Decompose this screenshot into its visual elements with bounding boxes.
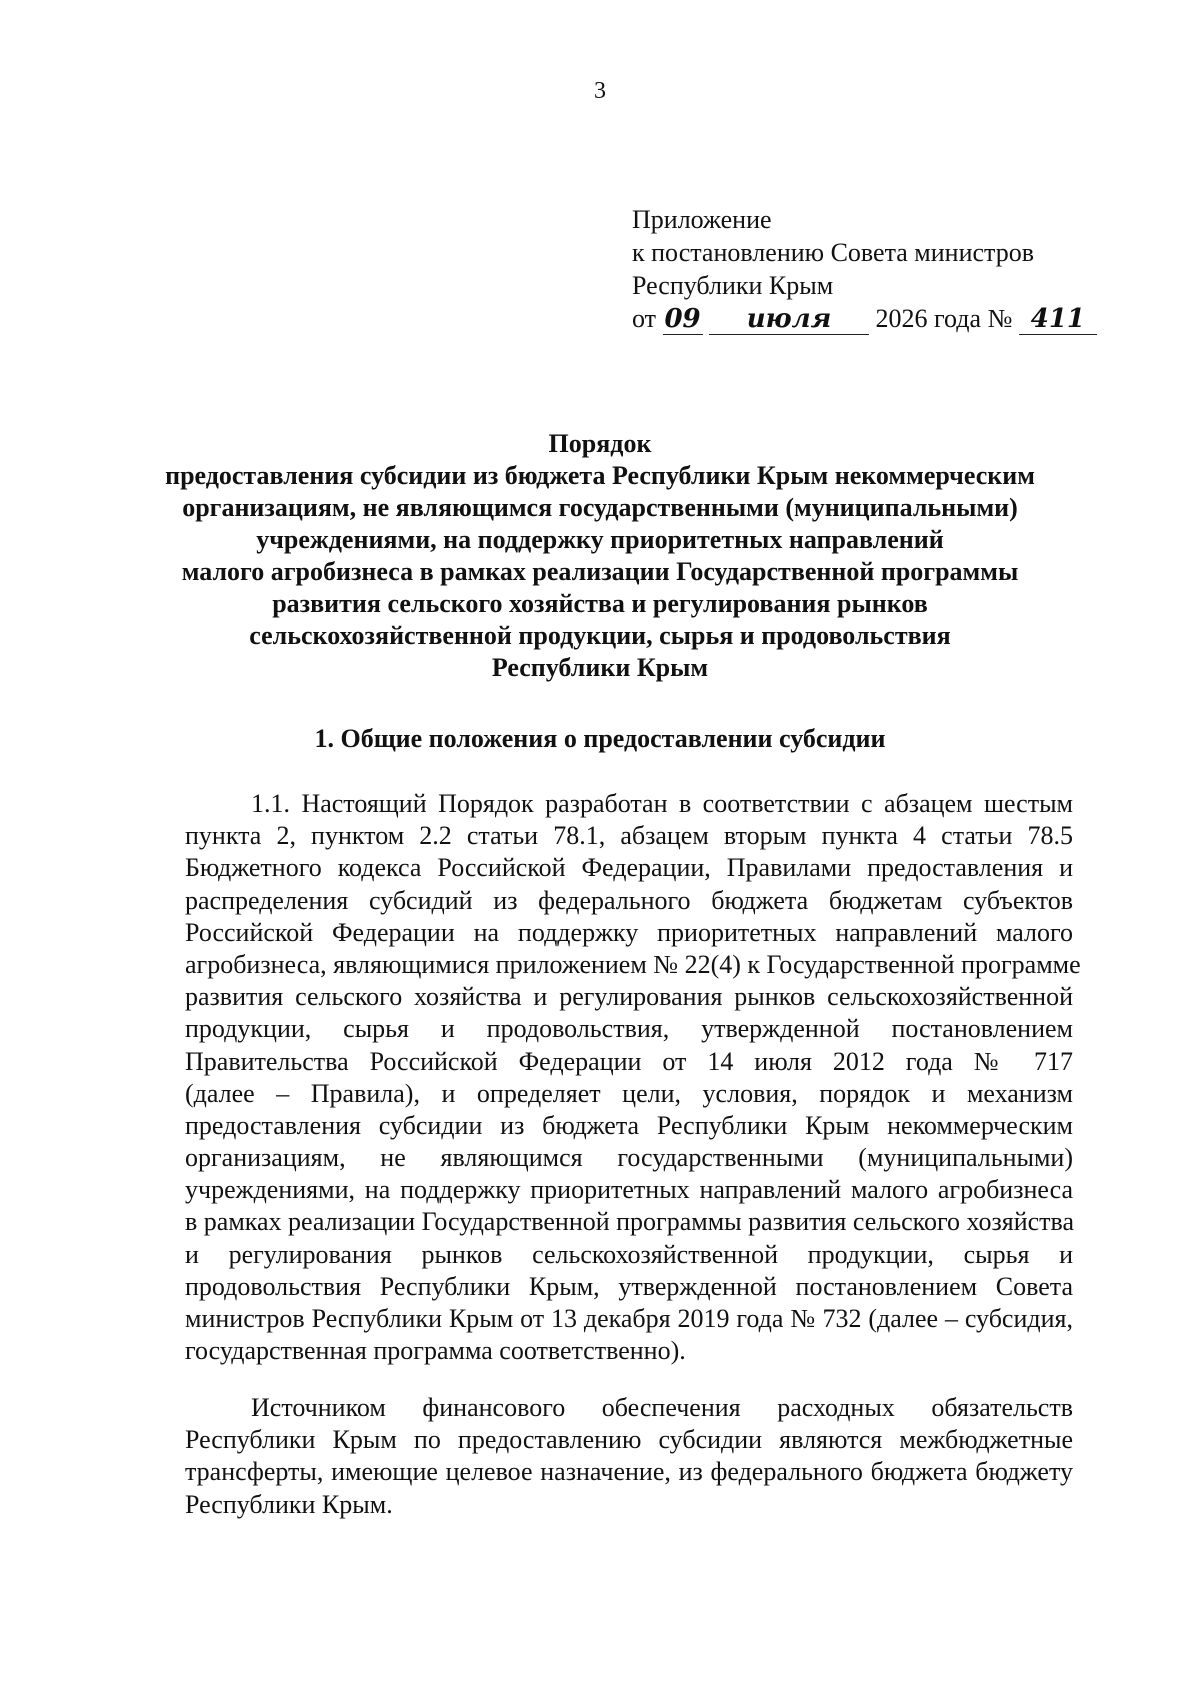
paragraph-line: 1.1. Настоящий Порядок разработан в соответствии с абзацем шестым bbox=[251, 789, 1073, 818]
page-number: 3 bbox=[594, 78, 606, 104]
title-line: учреждениями, на поддержку приоритетных направлений bbox=[256, 525, 944, 554]
paragraph-line: распределения субсидий из федерального бюджета бюджетам субъектов bbox=[185, 885, 1073, 915]
date-prefix: от bbox=[632, 304, 657, 333]
paragraph-line: продукции, сырья и продовольствия, утвержденной постановлением bbox=[185, 1014, 1073, 1044]
title-line: сельскохозяйственной продукции, сырья и продовольствия bbox=[249, 621, 951, 650]
title-line: предоставления субсидии из бюджета Республики Крым некоммерческим bbox=[165, 461, 1035, 490]
handwritten-day: 09 bbox=[664, 304, 701, 334]
paragraph-line: Российской Федерации на поддержку приоритетных направлений малого bbox=[185, 917, 1073, 947]
paragraph-line: государственная программа соответственно). bbox=[185, 1336, 686, 1366]
paragraph-line: предоставления субсидии из бюджета Республики Крым некоммерческим bbox=[185, 1110, 1073, 1140]
appendix-label: Приложение bbox=[632, 205, 772, 234]
paragraph-line: Правительства Российской Федерации от 14 июля 2012 года № 717 bbox=[185, 1046, 1073, 1076]
title-line: развития сельского хозяйства и регулирования рынков bbox=[272, 589, 928, 618]
appendix-date-line bbox=[632, 302, 1097, 335]
paragraph-line: министров Республики Крым от 13 декабря 2019 года № 732 (далее – субсидия, bbox=[185, 1304, 1073, 1333]
paragraph-line: Республики Крым по предоставлению субсидии являются межбюджетные bbox=[185, 1425, 1073, 1455]
paragraph-line: трансферты, имеющие целевое назначение, из федерального бюджета бюджету bbox=[185, 1457, 1073, 1487]
paragraph-line: (далее – Правила), и определяет цели, условия, порядок и механизм bbox=[185, 1078, 1073, 1108]
paragraph-line: агробизнеса, являющимися приложением № 22(4) к Государственной программе bbox=[185, 949, 1081, 979]
title-line: Порядок bbox=[548, 429, 652, 458]
paragraph-line: Источником финансового обеспечения расходных обязательств bbox=[251, 1393, 1073, 1422]
appendix-republic: Республики Крым bbox=[632, 271, 834, 300]
date-year-text: 2026 года № bbox=[875, 304, 1013, 333]
document-title bbox=[150, 428, 1050, 684]
handwritten-month: июля bbox=[709, 304, 869, 335]
appendix-resolution: к постановлению Совета министров bbox=[632, 238, 1034, 267]
paragraph-line: Бюджетного кодекса Российской Федерации, Правилами предоставления и bbox=[185, 853, 1073, 883]
paragraph-funding-source bbox=[185, 1392, 1073, 1521]
appendix-block bbox=[632, 203, 1097, 335]
paragraph-line: и регулирования рынков сельскохозяйственной продукции, сырья и bbox=[185, 1239, 1073, 1269]
title-line: Республики Крым bbox=[491, 653, 709, 682]
section-heading: 1. Общие положения о предоставлении субсидии bbox=[314, 724, 886, 753]
paragraph-line: Республики Крым. bbox=[185, 1489, 393, 1519]
paragraph-line: развития сельского хозяйства и регулирования рынков сельскохозяйственной bbox=[185, 982, 1073, 1012]
paragraph-line: продовольствия Республики Крым, утвержденной постановлением Совета bbox=[185, 1271, 1073, 1301]
title-line: малого агробизнеса в рамках реализации Государственной программы bbox=[181, 557, 1019, 586]
paragraph-line: пункта 2, пунктом 2.2 статьи 78.1, абзацем вторым пункта 4 статьи 78.5 bbox=[185, 821, 1073, 851]
paragraph-line: учреждениями, на поддержку приоритетных направлений малого агробизнеса bbox=[185, 1175, 1073, 1205]
handwritten-doc-number: 411 bbox=[1019, 304, 1097, 335]
title-line: организациям, не являющимся государственными (муниципальными) bbox=[182, 493, 1018, 522]
paragraph-line: организациям, не являющимся государственными (муниципальными) bbox=[185, 1143, 1073, 1173]
paragraph-1-1 bbox=[185, 788, 1081, 1367]
paragraph-line: в рамках реализации Государственной программы развития сельского хозяйства bbox=[185, 1207, 1075, 1237]
